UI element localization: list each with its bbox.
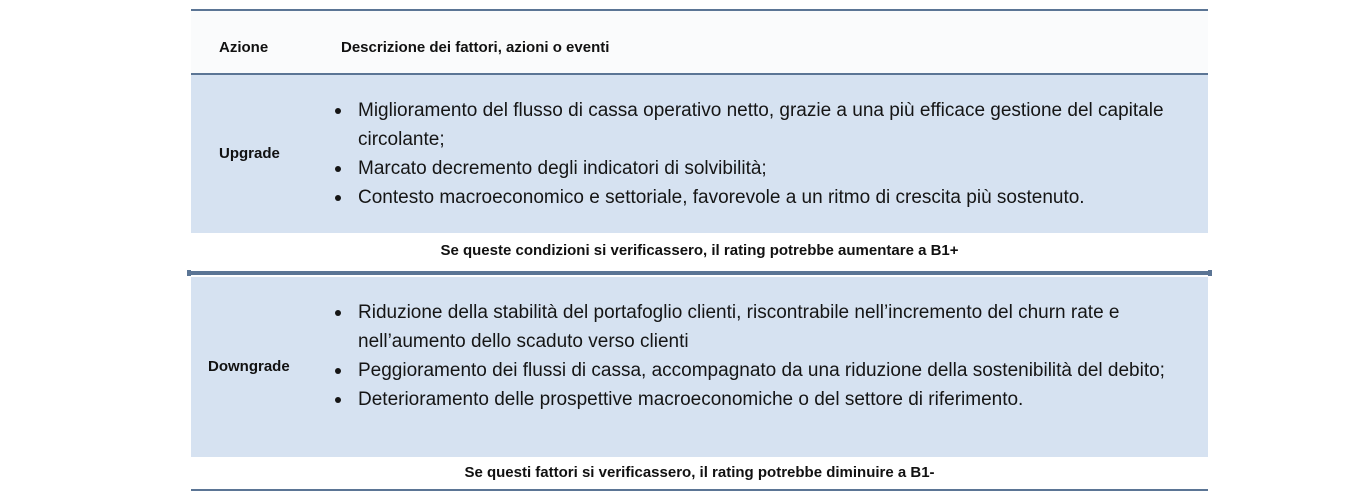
bullet-icon: [335, 195, 341, 201]
list-item: [331, 96, 1191, 154]
list-item: [331, 356, 1191, 385]
section-divider-rule: [191, 271, 1208, 275]
downgrade-bullet-list: [331, 298, 1191, 414]
header-action: Azione: [219, 39, 269, 56]
list-item-text: Deterioramento delle prospettive macroeconomiche o del settore di riferimento.: [358, 389, 1024, 410]
list-item-text: Peggioramento dei flussi di cassa, accompagnato da una riduzione della sostenibilità del debito;: [358, 360, 1165, 381]
bullet-icon: [335, 310, 341, 316]
upgrade-bullet-list: [331, 96, 1191, 212]
list-item-text: Miglioramento del flusso di cassa operativo netto, grazie a una più efficace gestione del capitale circolante;: [358, 100, 1164, 150]
table-bottom-rule: [191, 489, 1208, 491]
list-item-text: Marcato decremento degli indicatori di solvibilità;: [358, 158, 767, 179]
downgrade-action-label: Downgrade: [208, 358, 290, 375]
downgrade-note: Se questi fattori si verificassero, il rating potrebbe diminuire a B1-: [191, 457, 1208, 489]
downgrade-section: [191, 277, 1208, 457]
table-header-row: [191, 11, 1208, 73]
list-item: [331, 154, 1191, 183]
list-item: [331, 298, 1191, 356]
list-item-text: Contesto macroeconomico e settoriale, favorevole a un ritmo di crescita più sostenuto.: [358, 187, 1085, 208]
upgrade-section: [191, 75, 1208, 233]
header-description: Descrizione dei fattori, azioni o eventi: [341, 39, 610, 56]
list-item-text: Riduzione della stabilità del portafoglio clienti, riscontrabile nell’incremento del churn rate e nell’aumento dello scaduto verso clienti: [358, 302, 1120, 352]
list-item: [331, 385, 1191, 414]
bullet-icon: [335, 108, 341, 114]
list-item: [331, 183, 1191, 212]
bullet-icon: [335, 166, 341, 172]
bullet-icon: [335, 368, 341, 374]
upgrade-action-label: Upgrade: [219, 145, 280, 162]
upgrade-note: Se queste condizioni si verificassero, il rating potrebbe aumentare a B1+: [191, 233, 1208, 271]
bullet-icon: [335, 397, 341, 403]
